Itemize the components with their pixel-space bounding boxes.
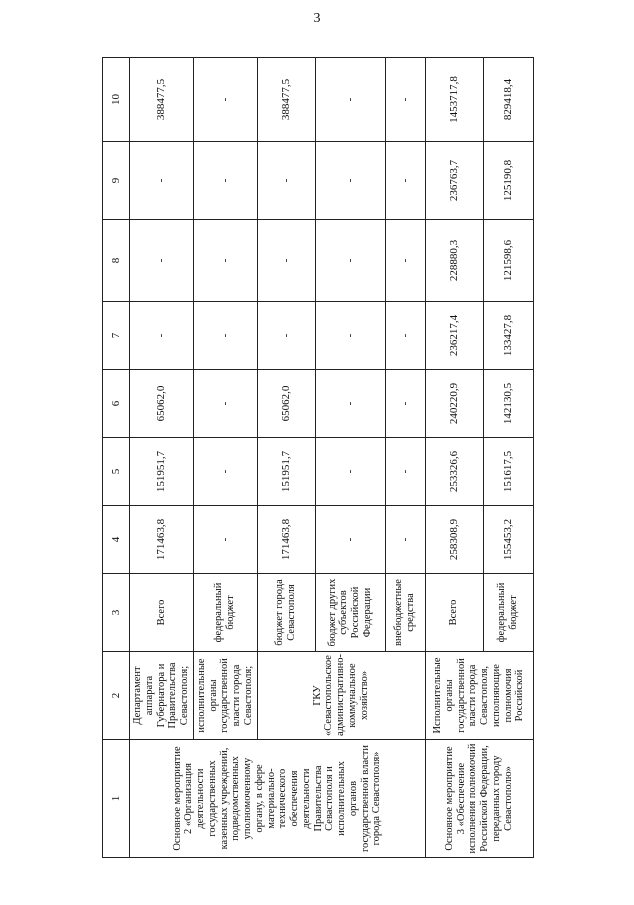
value-cell: - xyxy=(315,506,385,574)
source-cell: бюджет других субъектов Российской Федерации xyxy=(315,574,385,652)
value-cell: 65062,0 xyxy=(130,370,194,438)
executor-cell: Исполнительные органы государственной власти города Севастополя, исполняющие полномочия Российской xyxy=(425,652,533,740)
table-row xyxy=(425,58,483,858)
value-cell: - xyxy=(385,506,425,574)
value-cell: - xyxy=(193,142,257,220)
value-cell: - xyxy=(130,142,194,220)
col-header: 10 xyxy=(103,58,130,142)
value-cell: - xyxy=(385,220,425,302)
value-cell: - xyxy=(193,506,257,574)
value-cell: 258308,9 xyxy=(425,506,483,574)
value-cell: - xyxy=(257,220,315,302)
value-cell: - xyxy=(257,142,315,220)
value-cell: - xyxy=(385,370,425,438)
value-cell: - xyxy=(130,220,194,302)
value-cell: - xyxy=(193,302,257,370)
value-cell: - xyxy=(130,302,194,370)
col-header: 5 xyxy=(103,438,130,506)
source-cell: федеральный бюджет xyxy=(193,574,257,652)
value-cell: - xyxy=(257,302,315,370)
col-header: 4 xyxy=(103,506,130,574)
executor-cell: Департамент аппарата Губернатора и Правительства Севастополя; xyxy=(130,652,194,740)
value-cell: 142130,5 xyxy=(483,370,533,438)
header-row xyxy=(103,58,130,858)
value-cell: 171463,8 xyxy=(257,506,315,574)
value-cell: - xyxy=(315,370,385,438)
page-number: 3 xyxy=(313,11,321,26)
source-cell: внебюджетные средства xyxy=(385,574,425,652)
source-cell: Всего xyxy=(425,574,483,652)
value-cell: 133427,8 xyxy=(483,302,533,370)
value-cell: - xyxy=(385,58,425,142)
col-header: 1 xyxy=(103,740,130,858)
value-cell: 236217,4 xyxy=(425,302,483,370)
measure-name: Основное мероприятие 3 «Обеспечение исполнения полномочий Российской Федерации, переданных городу Севастополю» xyxy=(425,740,533,858)
value-cell: 151617,5 xyxy=(483,438,533,506)
executor-cell: ГКУ «Севастопольское административно-коммунальное хозяйство» xyxy=(257,652,425,740)
value-cell: 388477,5 xyxy=(130,58,194,142)
rotated-table-wrapper xyxy=(102,58,526,858)
value-cell: - xyxy=(385,302,425,370)
col-header: 6 xyxy=(103,370,130,438)
table-row xyxy=(257,58,315,858)
col-header: 7 xyxy=(103,302,130,370)
value-cell: 65062,0 xyxy=(257,370,315,438)
budget-table xyxy=(102,57,534,858)
value-cell: - xyxy=(193,370,257,438)
value-cell: - xyxy=(315,58,385,142)
value-cell: - xyxy=(315,302,385,370)
value-cell: - xyxy=(193,58,257,142)
value-cell: 240220,9 xyxy=(425,370,483,438)
value-cell: - xyxy=(315,142,385,220)
value-cell: 236763,7 xyxy=(425,142,483,220)
value-cell: 125190,8 xyxy=(483,142,533,220)
source-cell: бюджет города Севастополя xyxy=(257,574,315,652)
value-cell: - xyxy=(315,220,385,302)
value-cell: 121598,6 xyxy=(483,220,533,302)
value-cell: 151951,7 xyxy=(130,438,194,506)
col-header: 3 xyxy=(103,574,130,652)
executor-cell: исполнительные органы государственной власти города Севастополя; xyxy=(193,652,257,740)
value-cell: - xyxy=(193,220,257,302)
value-cell: 1453717,8 xyxy=(425,58,483,142)
table-row xyxy=(130,58,194,858)
value-cell: 388477,5 xyxy=(257,58,315,142)
value-cell: 171463,8 xyxy=(130,506,194,574)
source-cell: Всего xyxy=(130,574,194,652)
value-cell: 151951,7 xyxy=(257,438,315,506)
value-cell: 228880,3 xyxy=(425,220,483,302)
source-cell: федеральный бюджет xyxy=(483,574,533,652)
col-header: 8 xyxy=(103,220,130,302)
value-cell: 253326,6 xyxy=(425,438,483,506)
value-cell: 155453,2 xyxy=(483,506,533,574)
table-row xyxy=(193,58,257,858)
value-cell: - xyxy=(315,438,385,506)
col-header: 9 xyxy=(103,142,130,220)
value-cell: 829418,4 xyxy=(483,58,533,142)
col-header: 2 xyxy=(103,652,130,740)
value-cell: - xyxy=(193,438,257,506)
value-cell: - xyxy=(385,142,425,220)
value-cell: - xyxy=(385,438,425,506)
measure-name: Основное мероприятие 2 «Организация деятельности государственных казенных учреждений, подведомственных уполномоченному органу, в сфере материально-технического обеспечения деятельности Правительства Севастополя и исполнительных органов государственной власти города Севастополя» xyxy=(130,740,426,858)
